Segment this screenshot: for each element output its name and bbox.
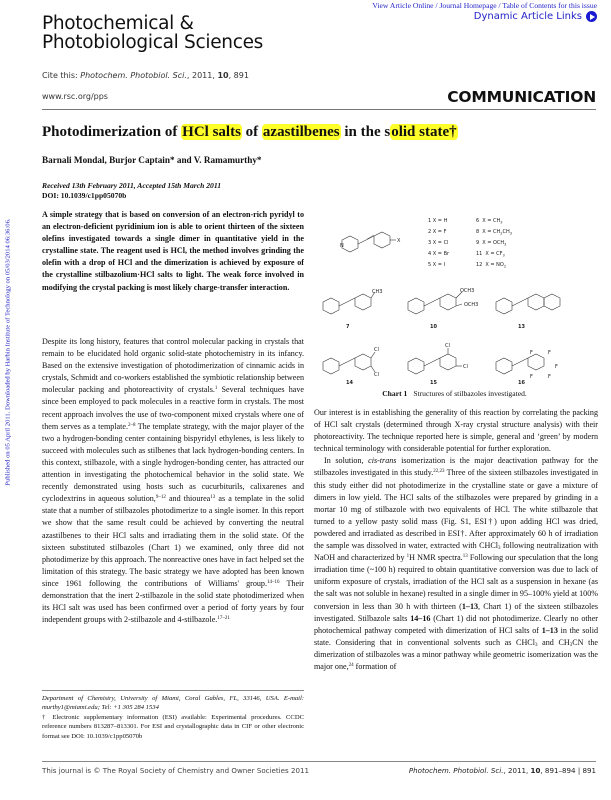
reference[interactable]: 22,23	[433, 469, 445, 475]
cl-label: Cl	[374, 347, 379, 353]
substituent: 5 X = I	[428, 262, 446, 268]
reference[interactable]: 1	[214, 386, 218, 392]
reference[interactable]: 14–16	[267, 579, 280, 585]
text: Following our speculation that the long irradiation time (~100 h) required to obtain quantitative conversion was due to lack of uniform exposure of crystals, irradiation of the HCl salt as a suspension in hexane (as the salt was not soluble in hexane) resulted in a single dimer in 95–100% yield at 100% conversion in less than 30 h with thirteen (	[314, 553, 598, 611]
substituent: 3 X = Cl	[428, 240, 449, 246]
footer-copyright: This journal is © The Royal Society of Chemistry and Owner Societies 2011	[42, 766, 310, 775]
journal-name-line1: Photochemical &	[42, 13, 194, 34]
sub-post: CH	[502, 229, 510, 235]
text: isomerization is the major deactivation pathway for the stilbazoles investigated in this study.	[314, 456, 598, 478]
text: CN the dimerization of stilbazoles was a minor pathway while geometric isomerization was the major one,	[314, 637, 598, 671]
sub-num: 6	[476, 218, 480, 224]
text: The template strategy, with the major player of the two a hydrogen-bonding center containing bispyridyl ethylenes, is less likely to succeed with molecules such as stilbenes that lack hydrogen-bonding centers. In this context, stilbazole, with a single hydrogen-bonding center, has attracted our attention in investigating the photochemical behavior in the solid state. We recently demonstrated using hosts such as cucurbiturils, calixarenes and cyclodextrins in aqueous solution,	[42, 421, 304, 504]
structure-generic	[342, 232, 396, 252]
text: Three of the sixteen stilbazoles investigated in this study either did not photodimerize in the crystalline state or gave a mixture of dimers in low yield. The HCl salts of the stilbazoles were prepared by grinding in a mortar 10 mg of stilbazole with two equivalents of HCl. The white stilbazole that turned to a yellow pasty solid mass (Fig. S1, ESI†) upon adding HCl was dried, powdered and irradiated as described in ESI†. After approximately 60 h of irradiation the sample was dissolved in water, extracted with CHCl	[314, 468, 598, 551]
footnotes	[42, 694, 304, 741]
text: as a template in the solid state that a number of stilbazoles photodimerize to a single isomer. In this report we show that the same result could be achieved by converting the neutral azastilbenes to their HCl salts and irradiating them in the solid state. Of the sixteen substituted stilbazoles (Chart 1) we examined, only three did not photodimerize by this approach. The nonreactive ones have in fact helped set the limitation of this strategy. The basic strategy we have adopted has been known since 1961 following the contributions of Williams' group.	[42, 494, 304, 588]
structure-16	[496, 354, 544, 374]
reference[interactable]: 2–8	[128, 422, 136, 428]
cite-journal: Photochem. Photobiol. Sci.	[80, 71, 187, 80]
sub-num: 11	[476, 251, 483, 257]
cite-prefix: Cite this:	[42, 71, 81, 80]
title-highlight: olid state†	[391, 124, 457, 140]
reference[interactable]: 13	[210, 495, 216, 501]
substituent	[476, 262, 506, 269]
text: H NMR spectra.	[409, 553, 463, 563]
body-left-column	[42, 336, 304, 626]
received-accepted-dates: Received 13th February 2011, Accepted 15th March 2011	[42, 181, 222, 190]
atom-labels	[340, 238, 558, 380]
sub-sub: 3	[509, 231, 512, 236]
subscript: 3	[569, 642, 573, 648]
superscript: 1	[406, 554, 410, 560]
affiliation-footnote: Department of Chemistry, University of Miami, Coral Gables, FL, 33146, USA. E-mail: murthy1@miami.edu; Tel: +1 305 284 1534	[42, 695, 304, 712]
sub-sub: 3	[500, 220, 503, 225]
ch3-label: CH3	[372, 289, 383, 295]
compound-label: 14	[346, 380, 353, 386]
sub-num: 9	[476, 240, 480, 246]
paragraph	[42, 336, 304, 626]
substituent	[476, 229, 512, 236]
f-label: F	[548, 374, 551, 380]
footer-pages: , 891–894 | 891	[540, 766, 596, 775]
cl-label: Cl	[463, 364, 468, 370]
title-highlight: azastilbenes	[262, 124, 340, 140]
structure-14	[323, 352, 375, 374]
text: following neutralization with NaOH and characterized by	[314, 541, 598, 563]
footer-year: , 2011,	[503, 766, 531, 775]
text: In solution,	[324, 456, 369, 466]
reference[interactable]: 9–12	[155, 495, 166, 501]
sub-sub: 2	[500, 231, 503, 236]
f-label: F	[530, 350, 533, 356]
och3-label: OCH3	[464, 302, 479, 308]
compound-label: 7	[346, 324, 350, 330]
chart-structures	[312, 206, 597, 386]
title-part: in the s	[340, 124, 391, 140]
chart-caption	[312, 389, 597, 398]
text: and CH	[537, 637, 570, 647]
dynamic-article-links[interactable]	[474, 11, 597, 22]
journal-name	[42, 14, 263, 52]
compound-label: 15	[430, 380, 437, 386]
compound-label: 13	[518, 324, 525, 330]
header-divider	[42, 109, 596, 110]
sub-num: 8	[476, 229, 480, 235]
sub-pre: X = CH	[482, 229, 501, 235]
top-links	[0, 1, 611, 10]
footer-citation	[409, 766, 596, 775]
subscript: 3	[534, 642, 538, 648]
text: Despite its long history, features that control molecular packing in crystals that remain to be elucidated hold organic solid-state photochemistry in its infancy. Based on the extensive investigation of photodimerization of cinnamic acids in crystals, Schmidt and co-workers established the symbiotic relationship between molecular packing and photoreactivity of crystals.	[42, 337, 304, 395]
structure-13	[496, 294, 560, 314]
structure-15	[408, 348, 462, 374]
body-right-column	[314, 407, 598, 673]
table-of-contents-link[interactable]: Table of Contents for this issue	[502, 1, 597, 10]
footer-volume: 10	[530, 766, 541, 775]
article-type: COMMUNICATION	[447, 88, 596, 106]
text: , Chart 1) of the sixteen stilbazoles investigated. Stilbazole salts	[314, 601, 598, 623]
journal-url: www.rsc.org/pps	[42, 92, 108, 101]
substituents-a	[428, 218, 450, 268]
compound-label: 10	[430, 324, 437, 330]
text: formation of	[353, 661, 397, 671]
title-part: of	[241, 124, 262, 140]
sub-pre: X = NO	[485, 262, 504, 268]
journal-name-line2: Photobiological Sciences	[42, 32, 263, 53]
citation	[42, 71, 249, 80]
title-part: Photodimerization of	[42, 124, 182, 140]
footer-divider	[42, 761, 596, 762]
cite-volume: 10	[217, 71, 229, 80]
play-icon	[586, 11, 597, 22]
substituents-b	[476, 218, 512, 269]
cl-label: Cl	[374, 372, 379, 378]
structure-10	[408, 292, 462, 314]
chart-caption-label: Chart 1	[382, 389, 408, 398]
doi: DOI: 10.1039/c1pp05070b	[42, 191, 127, 200]
compound-ref: 1–13	[461, 601, 479, 611]
text: (Chart 1) did not photodimerize. Clearly no other photochemical pathway competed with dimerization of HCl salts of	[314, 613, 598, 635]
view-article-online-link[interactable]: View Article Online	[372, 1, 434, 10]
footer-journal: Photochem. Photobiol. Sci.	[408, 766, 504, 775]
download-note-text[interactable]: Published on 05 April 2011. Downloaded by Harbin Institute of Technology on 05/03/2014 06:36:06.	[4, 218, 12, 486]
dynamic-article-links-label: Dynamic Article Links	[473, 11, 582, 22]
sub-sub: 3	[502, 253, 505, 258]
reference[interactable]: 24	[348, 662, 354, 668]
cite-page: , 891	[228, 71, 249, 80]
text: Their demonstration that the inert 2-stilbazole in the solid state photodimerized when its HCl salt was used has been confirmed over a period of forty years by four independent groups with 2-stilbazole and 4-stilbazole.	[42, 578, 304, 625]
cl-label: Cl	[445, 343, 450, 349]
authors: Barnali Mondal, Burjor Captain* and V. Ramamurthy*	[42, 155, 262, 165]
title-highlight: HCl salts	[182, 124, 241, 140]
cite-year: , 2011,	[186, 71, 218, 80]
sub-pre: X = CH	[482, 218, 501, 224]
download-note	[2, 152, 14, 552]
structure-7	[323, 292, 375, 314]
esi-footnote: † Electronic supplementary information (ESI) available: Experimental procedures. CCDC reference numbers 813287–813301. For ESI and crystallographic data in CIF or other electronic format see DOI: 10.1039/c1pp05070b	[42, 713, 304, 740]
article-title	[42, 124, 458, 141]
link-separator: /	[433, 1, 440, 10]
sub-pre: X = CF	[485, 251, 503, 257]
substituent: 4 X = Br	[428, 251, 450, 257]
f-label: F	[548, 350, 551, 356]
compound-label: 16	[518, 380, 525, 386]
reference[interactable]: 17–21	[217, 616, 230, 622]
subscript: 3	[497, 546, 501, 552]
och3-label: OCH3	[460, 288, 475, 294]
f-label: F	[530, 374, 533, 380]
sub-sub: 3	[504, 242, 507, 247]
atom-n: N	[340, 243, 344, 249]
link-separator: /	[496, 1, 503, 10]
text: cis-trans	[368, 456, 397, 466]
text: in the solid state. Considering that in conventional solvents such as CHCl	[314, 625, 598, 647]
f-label: F	[555, 364, 558, 370]
journal-homepage-link[interactable]: Journal Homepage	[439, 1, 497, 10]
chart-caption-text: Structures of stilbazoles investigated.	[413, 389, 527, 398]
compound-ref: 14–16	[410, 613, 431, 623]
abstract: A simple strategy that is based on conversion of an electron-rich pyridyl to an electron-deficient pyridinium ion is able to orient thirteen of the sixteen olefins investigated towards a single dimer in quantitative yield in the crystalline state. The reagent used is HCl, the method involves grinding the olefin with a drop of HCl and the dimerization is achieved by exposure of the crystalline stilbazolium·HCl salts to light. The weak force involved in modifying the crystal packing is most likely charge-transfer interaction.	[42, 210, 304, 292]
substituent	[476, 218, 502, 225]
substituent: 1 X = H	[428, 218, 448, 224]
sub-sub: 2	[503, 264, 507, 269]
substituent: 2 X = F	[428, 229, 447, 235]
text: and thiourea	[165, 494, 211, 504]
sub-pre: X = OCH	[482, 240, 505, 246]
paragraph	[314, 455, 598, 673]
reference[interactable]: 13	[462, 554, 468, 560]
substituent	[476, 240, 506, 247]
text: Several techniques have since been employed to pack molecules in a reactive form in crystals. The most recent approach involves the use of two-component mixed crystals where one of them serves as a template.	[42, 385, 304, 431]
paragraph: Our interest is in establishing the generality of this reaction by correlating the packing of HCl salt crystals (determined through X-ray crystal structure analysis) with their photoreactivity. The technique reported here is simple, general and ‘green’ by modern technical terminology with considerable potential for further exploration.	[314, 408, 598, 454]
compound-ref: 1–13	[541, 625, 558, 635]
sub-num: 12	[476, 262, 483, 268]
footnote-divider	[42, 690, 304, 691]
atom-x: X	[397, 238, 401, 244]
substituent	[476, 251, 505, 258]
